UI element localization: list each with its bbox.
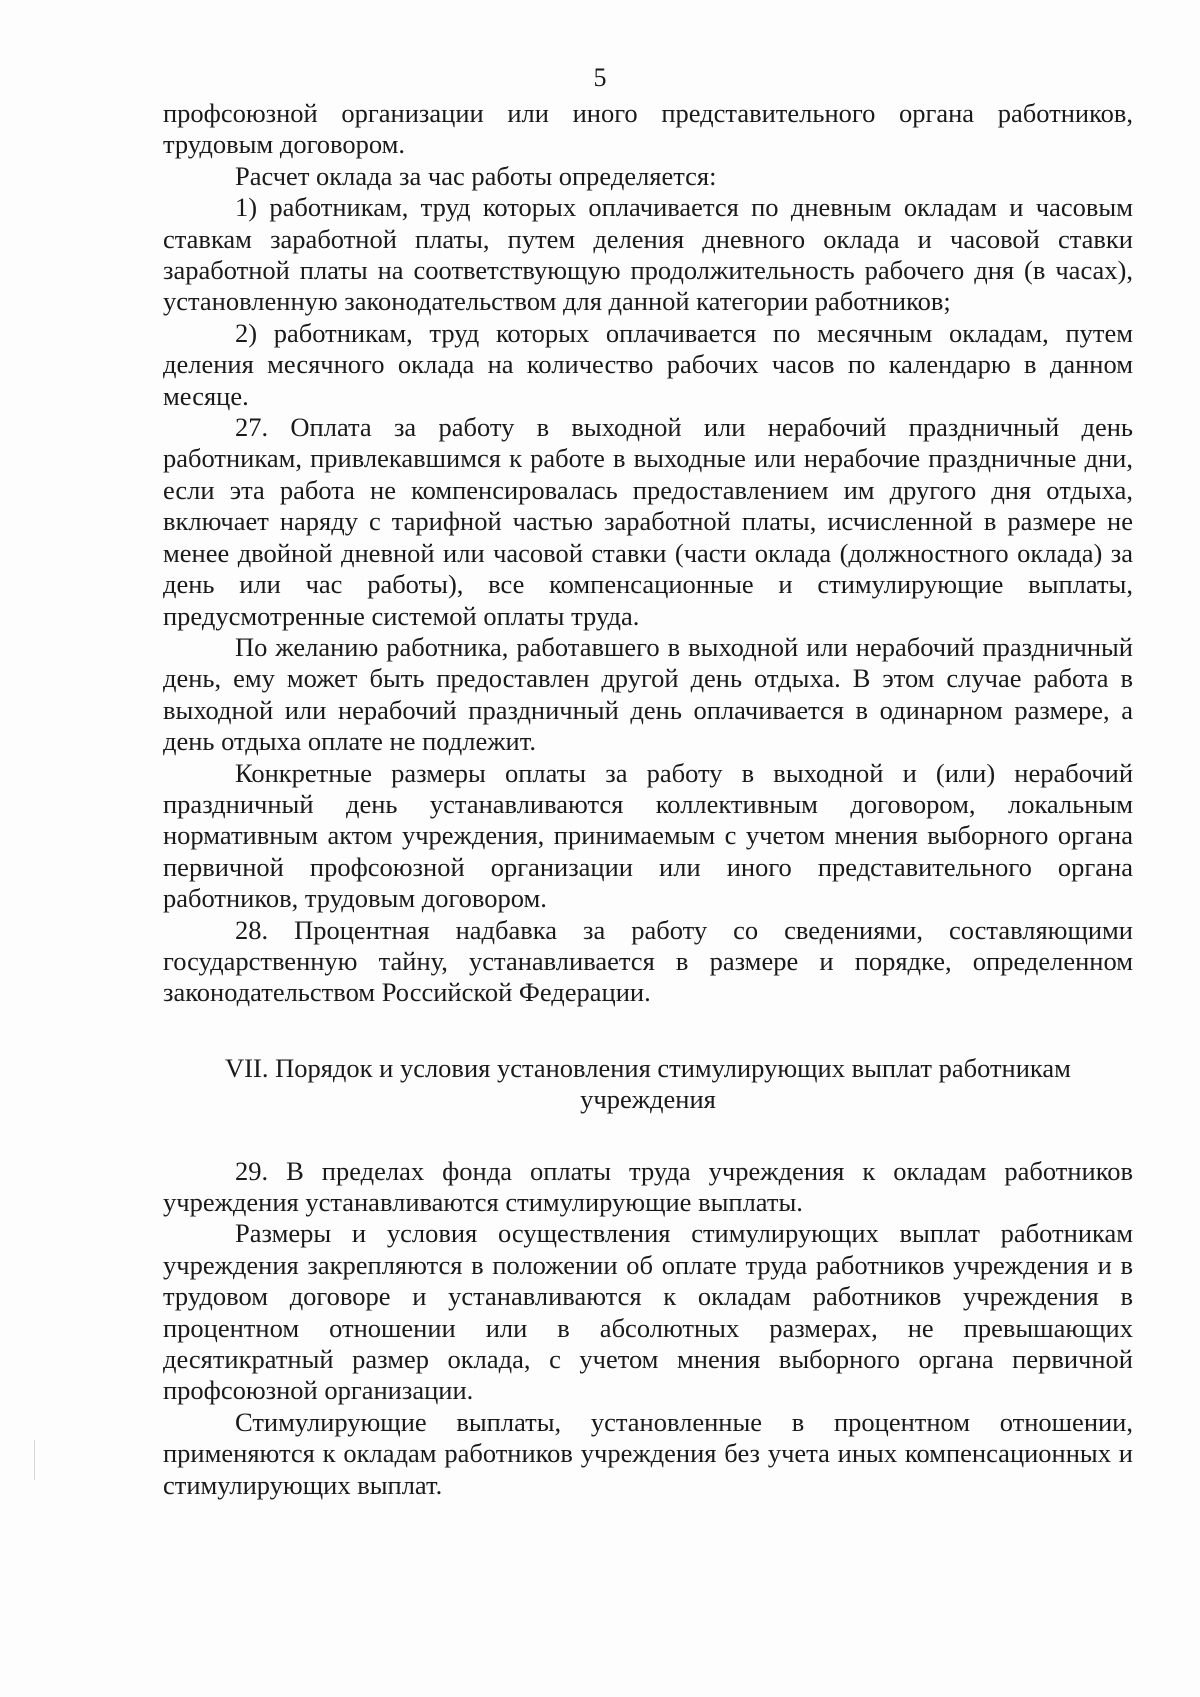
section-heading: VII. Порядок и условия установления стимулирующих выплат работникам учреждения	[225, 1052, 1071, 1115]
paragraph: По желанию работника, работавшего в выходной или нерабочий праздничный день, ему может быть предоставлен другой день отдыха. В этом случае работа в выходной или нерабочий праздничный день оплачивается в одинарном размере, а день отдыха оплате не подлежит.	[163, 631, 1133, 757]
paragraph: 2) работникам, труд которых оплачивается по месячным окладам, путем деления месячного оклада на количество рабочих часов по календарю в данном месяце.	[163, 317, 1133, 411]
scan-margin-mark	[34, 1440, 35, 1480]
page-number: 5	[593, 63, 607, 92]
paragraph: профсоюзной организации или иного представительного органа работников, трудовым договором.	[163, 98, 1133, 160]
paragraph: 27. Оплата за работу в выходной или нерабочий праздничный день работникам, привлекавшимся к работе в выходные или нерабочие праздничные дни, если эта работа не компенсировалась предоставлением им другого дня отдыха, включает наряду с тарифной частью заработной платы, исчисленной в размере не менее двойной дневной или часовой ставки (части оклада (должностного оклада) за день или час работы), все компенсационные и стимулирующие выплаты, предусмотренные системой оплаты труда.	[163, 412, 1133, 631]
paragraph: 1) работникам, труд которых оплачивается по дневным окладам и часовым ставкам заработной платы, путем деления дневного оклада и часовой ставки заработной платы на соответствующую продолжительность рабочего дня (в часах), установленную законодательством для данной категории работников;	[163, 192, 1133, 317]
paragraph: Размеры и условия осуществления стимулирующих выплат работникам учреждения закрепляются в положении об оплате труда работников учреждения и в трудовом договоре и устанавливаются к окладам работников учреждения в процентном отношении или в абсолютных размерах, не превышающих десятикратный размер оклада, с учетом мнения выборного органа первичной профсоюзной организации.	[163, 1218, 1133, 1406]
paragraph: 29. В пределах фонда оплаты труда учреждения к окладам работников учреждения устанавливаются стимулирующие выплаты.	[163, 1155, 1133, 1217]
paragraph: Расчет оклада за час работы определяется:	[235, 160, 717, 191]
paragraph: Стимулирующие выплаты, установленные в процентном отношении, применяются к окладам работников учреждения без учета иных компенсационных и стимулирующих выплат.	[163, 1406, 1133, 1500]
document-body	[163, 98, 1133, 1501]
paragraph: Конкретные размеры оплаты за работу в выходной и (или) нерабочий праздничный день устанавливаются коллективным договором, локальным нормативным актом учреждения, принимаемым с учетом мнения выборного органа первичной профсоюзной организации или иного представительного органа работников, трудовым договором.	[163, 757, 1133, 914]
paragraph: 28. Процентная надбавка за работу со сведениями, составляющими государственную тайну, устанавливается в размере и порядке, определенном законодательством Российской Федерации.	[163, 914, 1133, 1008]
